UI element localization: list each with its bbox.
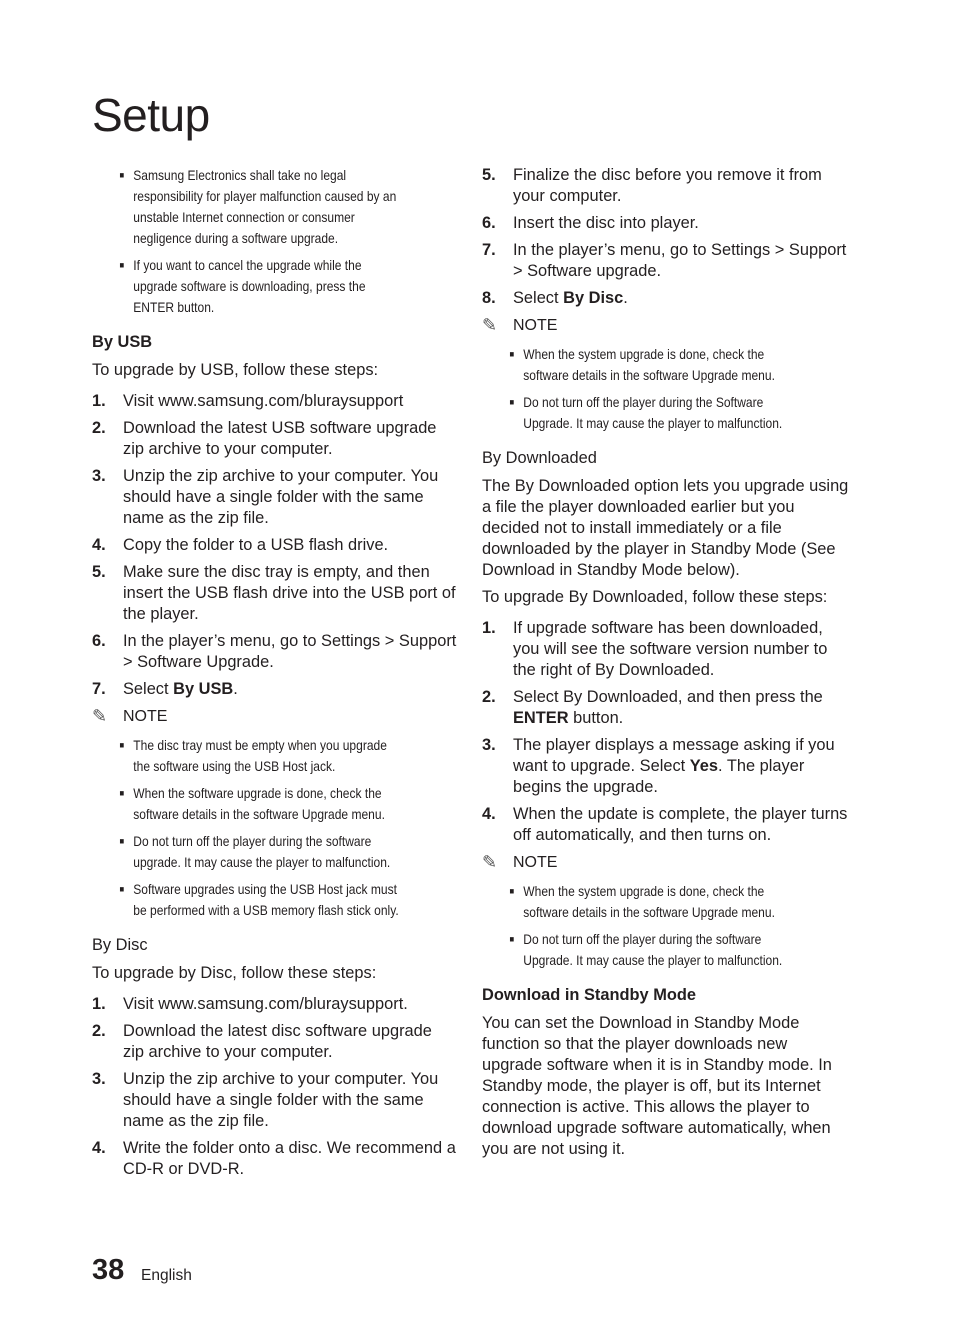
step-text-bold: By Disc <box>563 289 624 307</box>
bullet-text: The disc tray must be empty when you upgrade the software using the USB Host jack. <box>133 737 387 774</box>
step-text: In the player’s menu, go to Settings > Support > Software Upgrade. <box>123 632 457 671</box>
downloaded-note-list <box>482 881 850 971</box>
step-number: 6. <box>92 632 106 650</box>
note-label: NOTE <box>513 854 558 871</box>
step-number: 5. <box>92 563 106 581</box>
step-text-post: button. <box>568 709 624 727</box>
step-text-pre: The player displays a message asking if you want to upgrade. Select <box>513 736 835 775</box>
step-text-pre: Select <box>123 680 174 698</box>
step-text: Finalize the disc before you remove it from your computer. <box>513 166 822 205</box>
intro-bullet-list <box>92 165 457 318</box>
step-number: 4. <box>482 805 496 823</box>
step-text-pre: Select <box>513 289 564 307</box>
step-number: 1. <box>92 392 106 410</box>
bullet-text: Do not turn off the player during the Software Upgrade. It may cause the player to malfunction. <box>523 394 783 431</box>
square-bullet-icon: ■ <box>119 740 125 750</box>
step-text <box>513 687 850 729</box>
right-column <box>482 165 850 1166</box>
list-item <box>92 418 457 460</box>
note-heading <box>482 315 850 336</box>
list-item <box>92 535 457 556</box>
square-bullet-icon: ■ <box>509 397 515 407</box>
list-item <box>92 1138 457 1180</box>
list-item <box>482 288 850 309</box>
list-item <box>92 679 457 700</box>
step-number: 3. <box>92 1070 106 1088</box>
pencil-note-icon: ✎ <box>482 852 498 872</box>
step-number: 5. <box>482 166 496 184</box>
step-number: 4. <box>92 536 106 554</box>
pencil-note-icon: ✎ <box>92 706 108 726</box>
step-text-post: . <box>623 289 628 307</box>
square-bullet-icon: ■ <box>119 884 125 894</box>
step-text: Download the latest disc software upgrade zip archive to your computer. <box>123 1022 432 1061</box>
step-text <box>123 679 457 700</box>
step-text: Visit www.samsung.com/bluraysupport <box>123 392 404 410</box>
step-number: 1. <box>92 995 106 1013</box>
list-item <box>482 618 850 681</box>
bullet-text: Do not turn off the player during the software upgrade. It may cause the player to malfunction. <box>133 833 391 870</box>
step-text: Download the latest USB software upgrade zip archive to your computer. <box>123 419 437 458</box>
list-item <box>482 165 850 207</box>
list-item <box>92 1021 457 1063</box>
usb-step-list <box>92 391 457 700</box>
page-title: Setup <box>92 89 210 141</box>
step-text: Unzip the zip archive to your computer. You should have a single folder with the same name as the zip file. <box>123 467 439 527</box>
step-number: 3. <box>92 467 106 485</box>
list-item <box>482 881 793 923</box>
step-number: 8. <box>482 289 496 307</box>
list-item <box>92 391 457 412</box>
list-item <box>92 783 403 825</box>
step-text-pre: Select By Downloaded, and then press the <box>513 688 823 706</box>
downloaded-step-list <box>482 618 850 846</box>
list-item <box>92 879 403 921</box>
step-text: Make sure the disc tray is empty, and then insert the USB flash drive into the USB port of the player. <box>123 563 456 623</box>
section-heading-by-downloaded: By Downloaded <box>482 449 597 467</box>
disc-step-list <box>92 994 457 1180</box>
pencil-note-icon: ✎ <box>482 315 498 335</box>
note-label: NOTE <box>123 708 168 725</box>
section-intro: To upgrade By Downloaded, follow these steps: <box>482 588 828 606</box>
list-item <box>482 687 850 729</box>
disc-note-list <box>482 344 850 434</box>
list-item <box>482 213 850 234</box>
bullet-text: Do not turn off the player during the software Upgrade. It may cause the player to malfunction. <box>523 931 783 968</box>
list-item <box>92 735 403 777</box>
list-item <box>482 735 850 798</box>
note-heading <box>482 852 850 873</box>
square-bullet-icon: ■ <box>119 836 125 846</box>
section-intro: To upgrade by USB, follow these steps: <box>92 361 379 379</box>
list-item <box>92 255 403 318</box>
note-heading <box>92 706 457 727</box>
bullet-text: Samsung Electronics shall take no legal responsibility for player malfunction caused by an unstable Internet connection or consumer negligence during a software upgrade. <box>133 167 397 246</box>
note-label: NOTE <box>513 317 558 334</box>
section-intro: To upgrade by Disc, follow these steps: <box>92 964 377 982</box>
square-bullet-icon: ■ <box>509 886 515 896</box>
list-item <box>482 929 793 971</box>
step-number: 1. <box>482 619 496 637</box>
list-item <box>92 466 457 529</box>
disc-step-list-continued <box>482 165 850 309</box>
page-number: 38 <box>92 1254 125 1286</box>
list-item <box>482 392 793 434</box>
step-number: 7. <box>482 241 496 259</box>
list-item <box>482 344 793 386</box>
section-heading-standby: Download in Standby Mode <box>482 986 696 1004</box>
list-item <box>92 994 457 1015</box>
step-number: 7. <box>92 680 106 698</box>
step-text-bold: Yes <box>689 757 719 775</box>
step-text: When the update is complete, the player turns off automatically, and then turns on. <box>513 805 848 844</box>
section-paragraph: The By Downloaded option lets you upgrade using a file the player downloaded earlier but you decided not to install immediately or a file downloaded by the player in Standby Mode (See Download in Standby Mode below). <box>482 477 849 579</box>
bullet-text: When the system upgrade is done, check the software details in the software Upgrade menu. <box>523 346 775 383</box>
list-item <box>482 804 850 846</box>
bullet-text: If you want to cancel the upgrade while the upgrade software is downloading, press the ENTER button. <box>133 257 366 315</box>
bullet-text: Software upgrades using the USB Host jack must be performed with a USB memory flash stick only. <box>133 881 399 918</box>
step-text-post: . The player begins the upgrade. <box>513 757 805 796</box>
step-text: In the player’s menu, go to Settings > Support > Software upgrade. <box>513 241 847 280</box>
page-language: English <box>141 1267 192 1284</box>
step-text: If upgrade software has been downloaded, you will see the software version number to the right of By Downloaded. <box>513 619 828 679</box>
section-paragraph: You can set the Download in Standby Mode function so that the player downloads new upgrade software when it is in Standby mode. In Standby mode, the player is off, but its Internet connection is active. This allows the player to download upgrade software automatically, when you are not using it. <box>482 1014 832 1158</box>
section-heading-by-usb: By USB <box>92 333 153 351</box>
step-number: 2. <box>482 688 496 706</box>
step-text <box>513 288 850 309</box>
list-item <box>92 165 403 249</box>
square-bullet-icon: ■ <box>509 349 515 359</box>
square-bullet-icon: ■ <box>119 170 125 180</box>
step-number: 2. <box>92 1022 106 1040</box>
step-text: Write the folder onto a disc. We recommend a CD-R or DVD-R. <box>123 1139 456 1178</box>
list-item <box>482 240 850 282</box>
list-item <box>92 631 457 673</box>
square-bullet-icon: ■ <box>119 260 125 270</box>
section-heading-by-disc: By Disc <box>92 936 148 954</box>
step-text-bold: By USB <box>173 680 234 698</box>
step-text-post: . <box>233 680 238 698</box>
list-item <box>92 1069 457 1132</box>
square-bullet-icon: ■ <box>509 934 515 944</box>
list-item <box>92 831 403 873</box>
left-column <box>92 165 457 1186</box>
step-number: 6. <box>482 214 496 232</box>
step-text: Insert the disc into player. <box>513 214 699 232</box>
bullet-text: When the software upgrade is done, check the software details in the software Upgrade menu. <box>133 785 385 822</box>
step-number: 4. <box>92 1139 106 1157</box>
step-number: 3. <box>482 736 496 754</box>
step-text <box>513 735 850 798</box>
square-bullet-icon: ■ <box>119 788 125 798</box>
usb-note-list <box>92 735 457 921</box>
step-text: Unzip the zip archive to your computer. You should have a single folder with the same name as the zip file. <box>123 1070 439 1130</box>
step-text: Visit www.samsung.com/bluraysupport. <box>123 995 408 1013</box>
list-item <box>92 562 457 625</box>
step-number: 2. <box>92 419 106 437</box>
bullet-text: When the system upgrade is done, check the software details in the software Upgrade menu. <box>523 883 775 920</box>
step-text-bold: ENTER <box>513 709 569 727</box>
step-text: Copy the folder to a USB flash drive. <box>123 536 389 554</box>
